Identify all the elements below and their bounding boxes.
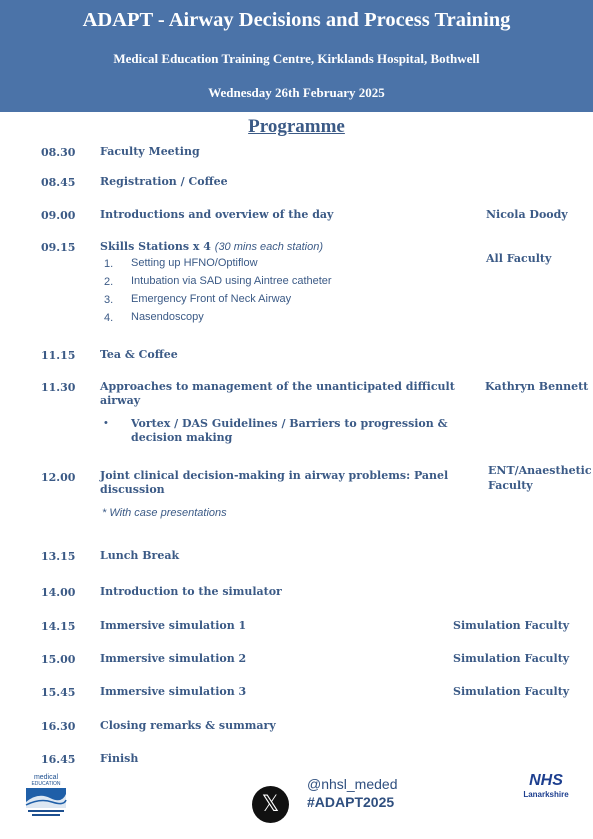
event-title: ADAPT - Airway Decisions and Process Training: [82, 9, 511, 31]
presenter-nicola-doody: Nicola Doody: [486, 208, 568, 221]
svg-text:EDUCATION: EDUCATION: [31, 781, 61, 787]
list-number: 3.: [104, 294, 114, 306]
activity-sim-1: Immersive simulation 1: [100, 619, 247, 632]
event-venue: Medical Education Training Centre, Kirklands Hospital, Bothwell: [113, 51, 480, 66]
nhs-board-name: Lanarkshire: [523, 790, 569, 799]
activity-difficult-airway: Approaches to management of the unanticipated difficult airway: [100, 380, 455, 407]
programme-heading: Programme: [248, 116, 345, 137]
activity-registration: Registration / Coffee: [100, 175, 228, 188]
activity-panel-discussion: Joint clinical decision-making in airway problems: Panel discussion: [100, 469, 449, 496]
x-logo-icon[interactable]: 𝕏: [252, 786, 289, 823]
activity-tea-coffee: Tea & Coffee: [100, 348, 178, 361]
time-1500: 15.00: [41, 653, 76, 666]
activity-introductions: Introductions and overview of the day: [100, 208, 334, 221]
list-number: 1.: [104, 258, 114, 270]
header-banner: [0, 0, 593, 112]
activity-sim-2: Immersive simulation 2: [100, 652, 247, 665]
skills-stations-title: Skills Stations x 4: [100, 240, 211, 253]
time-1115: 11.15: [41, 349, 76, 362]
time-0915: 09.15: [41, 241, 76, 254]
activity-intro-simulator: Introduction to the simulator: [100, 585, 282, 598]
list-number: 4.: [104, 312, 114, 324]
activity-finish: Finish: [100, 752, 139, 765]
medical-education-logo: [22, 772, 70, 818]
social-handle[interactable]: @nhsl_meded: [307, 776, 398, 792]
time-1545: 15.45: [41, 686, 76, 699]
bullet-vortex-das: Vortex / DAS Guidelines / Barriers to progression & decision making: [131, 417, 448, 444]
time-0830: 08.30: [41, 146, 76, 159]
activity-skills-stations: [100, 240, 470, 254]
presenter-sim-faculty-1: Simulation Faculty: [453, 619, 570, 632]
presenter-sim-faculty-2: Simulation Faculty: [453, 652, 570, 665]
skills-item-2: Intubation via SAD using Aintree catheter: [131, 275, 332, 287]
nhs-mark: NHS: [529, 772, 563, 789]
skills-item-1: Setting up HFNO/Optiflow: [131, 257, 258, 269]
event-date: Wednesday 26th February 2025: [208, 85, 385, 100]
time-0900: 09.00: [41, 209, 76, 222]
time-1200: 12.00: [41, 471, 76, 484]
nhs-lanarkshire-logo: [522, 772, 570, 799]
presenter-sim-faculty-3: Simulation Faculty: [453, 685, 570, 698]
activity-sim-3: Immersive simulation 3: [100, 685, 247, 698]
time-0845: 08.45: [41, 176, 76, 189]
time-1415: 14.15: [41, 620, 76, 633]
presenter-all-faculty: All Faculty: [486, 252, 552, 265]
time-1130: 11.30: [41, 381, 76, 394]
presenter-ent-anaesthetic: ENT/Anaesthetic Faculty: [488, 464, 592, 492]
time-1630: 16.30: [41, 720, 76, 733]
skills-item-3: Emergency Front of Neck Airway: [131, 293, 292, 305]
activity-lunch: Lunch Break: [100, 549, 180, 562]
event-hashtag[interactable]: #ADAPT2025: [307, 794, 395, 810]
time-1315: 13.15: [41, 550, 76, 563]
presenter-kathryn-bennett: Kathryn Bennett: [485, 380, 589, 393]
skills-item-4: Nasendoscopy: [131, 311, 204, 323]
list-number: 2.: [104, 276, 114, 288]
skills-stations-note: (30 mins each station): [214, 241, 323, 253]
bullet-dot: •: [104, 417, 108, 429]
time-1400: 14.00: [41, 586, 76, 599]
activity-faculty-meeting: Faculty Meeting: [100, 145, 200, 158]
svg-text:medical: medical: [33, 774, 59, 781]
case-presentations-note: * With case presentations: [102, 507, 227, 519]
time-1645: 16.45: [41, 753, 76, 766]
activity-closing: Closing remarks & summary: [100, 719, 276, 732]
